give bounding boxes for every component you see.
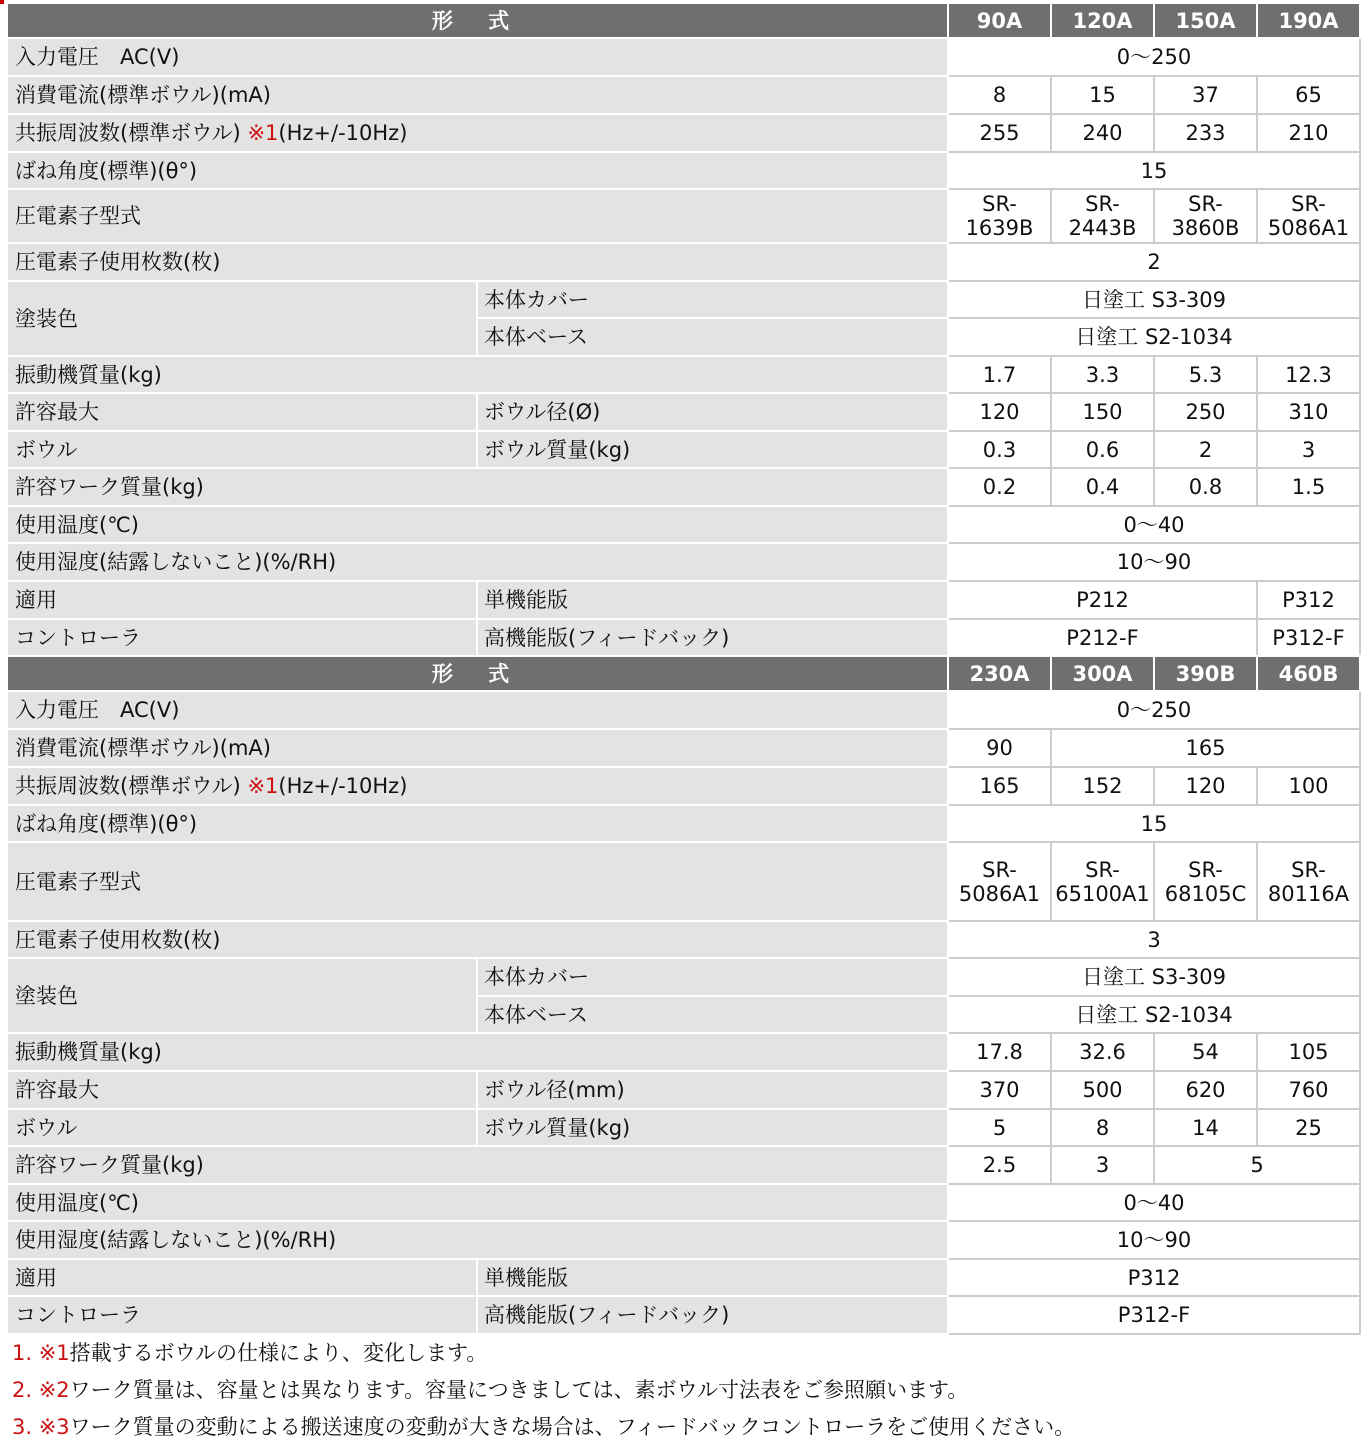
row-value: 5 [1154,1146,1360,1184]
controller-single-row [7,1259,1360,1296]
piezo-count-row [7,243,1360,281]
sub-label: ボウル質量(kg) [477,1109,948,1146]
controller-high-row [7,619,1360,656]
row-value: 0～40 [948,1184,1360,1221]
piezo-type-row [7,189,1360,243]
resonance-row [7,114,1360,152]
note-item [12,1335,1352,1372]
header-row [7,3,1360,38]
model-name: 230A [948,656,1051,691]
row-value: 0.2 [948,468,1051,506]
sub-label: ボウル径(mm) [477,1071,948,1109]
row-value: 0.8 [1154,468,1257,506]
sub-label: 本体カバー [477,958,948,996]
row-label: 許容ワーク質量(kg) [7,468,948,506]
row-label: 圧電素子型式 [7,189,948,243]
row-value: 165 [1051,729,1360,767]
model-name: 120A [1051,3,1154,38]
label-text: 共振周波数(標準ボウル) [15,774,248,798]
row-label: 使用温度(℃) [7,506,948,543]
row-label: 使用温度(℃) [7,1184,948,1221]
piezo-count-row [7,921,1360,958]
row-label: 消費電流(標準ボウル)(mA) [7,76,948,114]
temp-row [7,1184,1360,1221]
row-value: 15 [948,805,1360,842]
row-value: 100 [1257,767,1360,805]
sub-label: 本体ベース [477,996,948,1033]
row-label: 適用 [7,581,477,619]
row-value: 8 [948,76,1051,114]
row-value: SR-5086A1 [948,842,1051,921]
row-value: P312 [1257,581,1360,619]
row-value: 3.3 [1051,356,1154,393]
row-label: 許容最大 [7,1071,477,1109]
note-text: ワーク質量は、容量とは異なります。容量につきましては、素ボウル寸法表をご参照願います。 [69,1378,969,1402]
row-value: 1.7 [948,356,1051,393]
row-value: 日塗工 S3-309 [948,958,1360,996]
sub-label: ボウル径(Ø) [477,393,948,431]
note-item [12,1409,1352,1446]
spec-table-1 [6,2,1361,657]
row-label: 入力電圧 AC(V) [7,38,948,76]
row-value: 120 [948,393,1051,431]
label-unit: (Hz+/-10Hz) [278,774,408,798]
row-value: 1.5 [1257,468,1360,506]
row-value: 0.4 [1051,468,1154,506]
row-label: 許容ワーク質量(kg) [7,1146,948,1184]
row-label: 適用 [7,1259,477,1296]
row-value: 0～40 [948,506,1360,543]
row-value: SR-5086A1 [1257,189,1360,243]
row-value: P212 [948,581,1257,619]
top-marker [0,0,4,4]
row-value: 5.3 [1154,356,1257,393]
row-label: 圧電素子使用枚数(枚) [7,243,948,281]
bowl-mass-row [7,431,1360,468]
row-value: P312-F [1257,619,1360,656]
row-value: 250 [1154,393,1257,431]
spring-angle-row [7,152,1360,189]
row-value: 3 [1051,1146,1154,1184]
row-value: 2 [948,243,1360,281]
row-value: 25 [1257,1109,1360,1146]
row-value: SR-3860B [1154,189,1257,243]
humidity-row [7,543,1360,581]
row-value: 10～90 [948,543,1360,581]
current-row [7,729,1360,767]
row-value: 620 [1154,1071,1257,1109]
row-label: コントローラ [7,619,477,656]
row-value: 90 [948,729,1051,767]
sub-label: 本体カバー [477,281,948,318]
row-value: 54 [1154,1033,1257,1071]
row-label: 許容最大 [7,393,477,431]
row-value: 233 [1154,114,1257,152]
row-value: 14 [1154,1109,1257,1146]
controller-high-row [7,1296,1360,1334]
note-marker: ※1 [247,121,279,145]
row-value: 10～90 [948,1221,1360,1259]
current-row [7,76,1360,114]
note-number: 3. ※3 [12,1415,70,1439]
work-mass-row [7,468,1360,506]
row-value: SR-68105C [1154,842,1257,921]
row-value: 日塗工 S3-309 [948,281,1360,318]
row-value: 8 [1051,1109,1154,1146]
temp-row [7,506,1360,543]
model-name: 460B [1257,656,1360,691]
row-label: 圧電素子型式 [7,842,948,921]
row-label: コントローラ [7,1296,477,1334]
row-value: 65 [1257,76,1360,114]
model-name: 150A [1154,3,1257,38]
row-value: 2 [1154,431,1257,468]
mass-row [7,356,1360,393]
row-value: 255 [948,114,1051,152]
paint-cover-row [7,281,1360,318]
sub-label: 単機能版 [477,581,948,619]
row-value: 0.3 [948,431,1051,468]
row-value: 3 [1257,431,1360,468]
row-value: 37 [1154,76,1257,114]
row-label: 消費電流(標準ボウル)(mA) [7,729,948,767]
row-value: 120 [1154,767,1257,805]
note-item [12,1372,1352,1409]
sub-label: ボウル質量(kg) [477,431,948,468]
row-value: 15 [948,152,1360,189]
row-value: 0.6 [1051,431,1154,468]
row-value: P312 [948,1259,1360,1296]
row-label [7,767,948,805]
notes [12,1335,1352,1446]
bowl-dia-row [7,393,1360,431]
row-label: 使用湿度(結露しないこと)(%/RH) [7,1221,948,1259]
bowl-mass-row [7,1109,1360,1146]
row-value: 165 [948,767,1051,805]
row-label: 圧電素子使用枚数(枚) [7,921,948,958]
model-name: 190A [1257,3,1360,38]
humidity-row [7,1221,1360,1259]
row-label: 入力電圧 AC(V) [7,691,948,729]
row-value: 310 [1257,393,1360,431]
sub-label: 高機能版(フィードバック) [477,1296,948,1334]
input-voltage-row [7,691,1360,729]
row-value: 760 [1257,1071,1360,1109]
row-value: 17.8 [948,1033,1051,1071]
row-value: 5 [948,1109,1051,1146]
row-value: 2.5 [948,1146,1051,1184]
row-value: 0～250 [948,38,1360,76]
work-mass-row [7,1146,1360,1184]
model-name: 390B [1154,656,1257,691]
row-value: SR-1639B [948,189,1051,243]
row-value: 370 [948,1071,1051,1109]
row-label [7,114,948,152]
row-value: P312-F [948,1296,1360,1334]
bowl-dia-row [7,1071,1360,1109]
resonance-row [7,767,1360,805]
paint-cover-row [7,958,1360,996]
row-value: 15 [1051,76,1154,114]
spec-table-2 [6,655,1361,1335]
note-number: 2. ※2 [12,1378,70,1402]
row-value: P212-F [948,619,1257,656]
row-label: 塗装色 [7,958,477,1033]
row-value: 150 [1051,393,1154,431]
row-label: 塗装色 [7,281,477,356]
row-label: ばね角度(標準)(θ°) [7,152,948,189]
row-value: 日塗工 S2-1034 [948,318,1360,356]
row-value: SR-80116A [1257,842,1360,921]
sub-label: 単機能版 [477,1259,948,1296]
note-number: 1. ※1 [12,1341,70,1365]
model-name: 300A [1051,656,1154,691]
model-name: 90A [948,3,1051,38]
spring-angle-row [7,805,1360,842]
sub-label: 本体ベース [477,318,948,356]
row-value: 日塗工 S2-1034 [948,996,1360,1033]
controller-single-row [7,581,1360,619]
row-value: 3 [948,921,1360,958]
row-label: 振動機質量(kg) [7,1033,948,1071]
row-value: 500 [1051,1071,1154,1109]
model-header: 形 式 [7,656,948,691]
note-marker: ※1 [247,774,279,798]
note-text: 搭載するボウルの仕様により、変化します。 [69,1341,488,1365]
row-value: SR-2443B [1051,189,1154,243]
row-value: 210 [1257,114,1360,152]
row-label: ばね角度(標準)(θ°) [7,805,948,842]
sub-label: 高機能版(フィードバック) [477,619,948,656]
row-value: 240 [1051,114,1154,152]
label-text: 共振周波数(標準ボウル) [15,121,248,145]
row-label: ボウル [7,431,477,468]
row-value: 12.3 [1257,356,1360,393]
row-label: ボウル [7,1109,477,1146]
row-value: 105 [1257,1033,1360,1071]
row-label: 振動機質量(kg) [7,356,948,393]
input-voltage-row [7,38,1360,76]
row-value: 0～250 [948,691,1360,729]
note-text: ワーク質量の変動による搬送速度の変動が大きな場合は、フィードバックコントローラをご使用ください。 [69,1415,1076,1439]
piezo-type-row [7,842,1360,921]
row-label: 使用湿度(結露しないこと)(%/RH) [7,543,948,581]
mass-row [7,1033,1360,1071]
label-unit: (Hz+/-10Hz) [278,121,408,145]
row-value: 32.6 [1051,1033,1154,1071]
row-value: 152 [1051,767,1154,805]
row-value: SR-65100A1 [1051,842,1154,921]
model-header: 形 式 [7,3,948,38]
header-row [7,656,1360,691]
